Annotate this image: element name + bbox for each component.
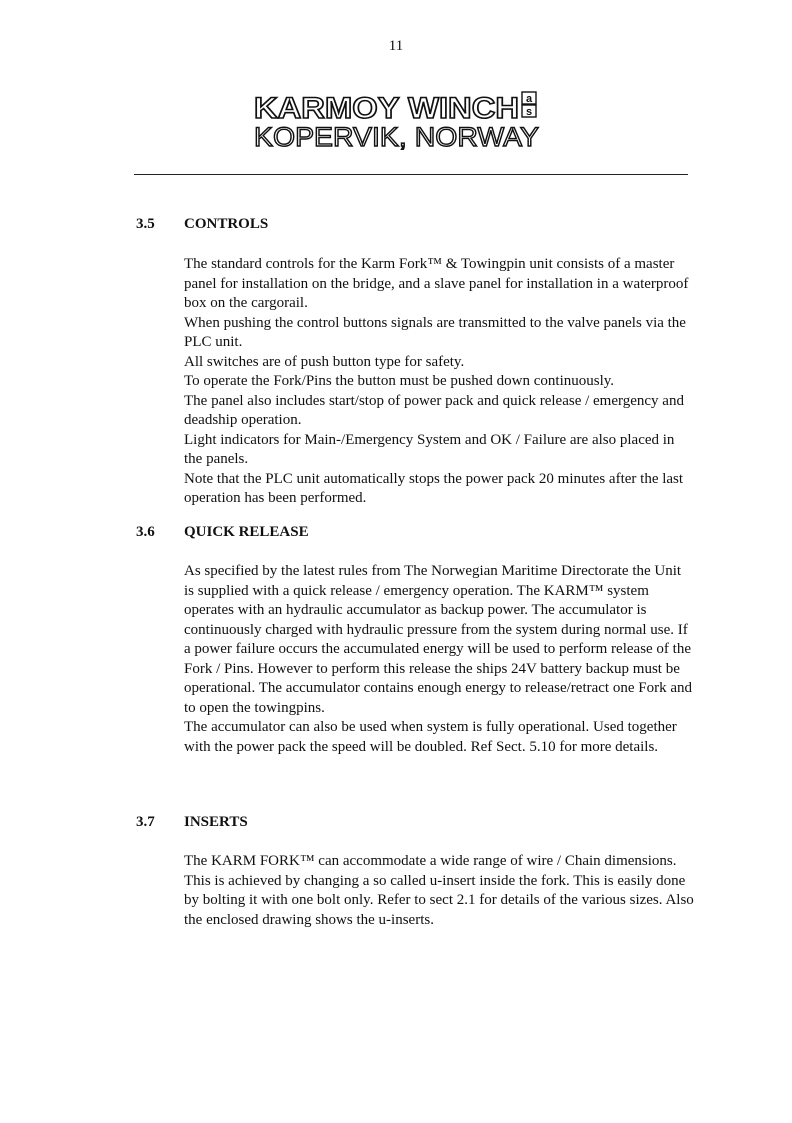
paragraph: All switches are of push button type for safety. [184,353,465,370]
paragraph: The panel also includes start/stop of power pack and quick release / emergency and deadship operation. [184,392,684,428]
header-divider [134,174,688,175]
page-number: 11 [388,38,404,54]
section-title: CONTROLS [184,216,269,232]
section-title: INSERTS [184,814,248,830]
logo-suffix-top: a [525,93,533,105]
company-logo-graphic [254,90,544,150]
section-body [184,562,694,757]
section-body [184,852,694,930]
section-number: 3.7 [136,814,155,830]
logo-line2: KOPERVIK, NORWAY [254,122,539,150]
paragraph: To operate the Fork/Pins the button must be pushed down continuously. [184,373,615,389]
paragraph: The accumulator can also be used when system is fully operational. Used together with the power pack the speed will be doubled. Ref Sect. 5.10 for more details. [184,719,677,755]
section-body [184,255,694,509]
section-title: QUICK RELEASE [184,524,309,540]
company-logo [254,90,544,150]
paragraph: As specified by the latest rules from The Norwegian Maritime Directorate the Unit is supplied with a quick release / emergency operation. The KARM™ system operates with an hydraulic accumulator as backup power. The accumulator is continuously charged with hydraulic pressure from the system during normal use. If a power failure occurs the accumulated energy will be used to perform release of the Fork / Pins. However to perform this release the ships 24V battery backup must be operational. The accumulator contains enough energy to release/retract one Fork and to open the towingpins. [184,563,693,716]
paragraph: Note that the PLC unit automatically stops the power pack 20 minutes after the last operation has been performed. [184,470,684,506]
paragraph: The KARM FORK™ can accommodate a wide range of wire / Chain dimensions. This is achieved by changing a so called u-insert inside the fork. This is easily done by bolting it with one bolt only. Refer to sect 2.1 for details of the various sizes. Also the enclosed drawing shows the u-inserts. [184,853,694,928]
paragraph: When pushing the control buttons signals are transmitted to the valve panels via the PLC unit. [184,314,686,350]
section-number: 3.6 [136,524,155,540]
paragraph: Light indicators for Main-/Emergency System and OK / Failure are also placed in the panels. [184,431,675,467]
section-number: 3.5 [136,216,155,232]
logo-suffix-bottom: s [525,106,533,118]
paragraph: The standard controls for the Karm Fork™ & Towingpin unit consists of a master panel for installation on the bridge, and a slave panel for installation in a waterproof box on the cargorail. [184,256,689,311]
logo-line1: KARMOY WINCH [254,92,519,125]
